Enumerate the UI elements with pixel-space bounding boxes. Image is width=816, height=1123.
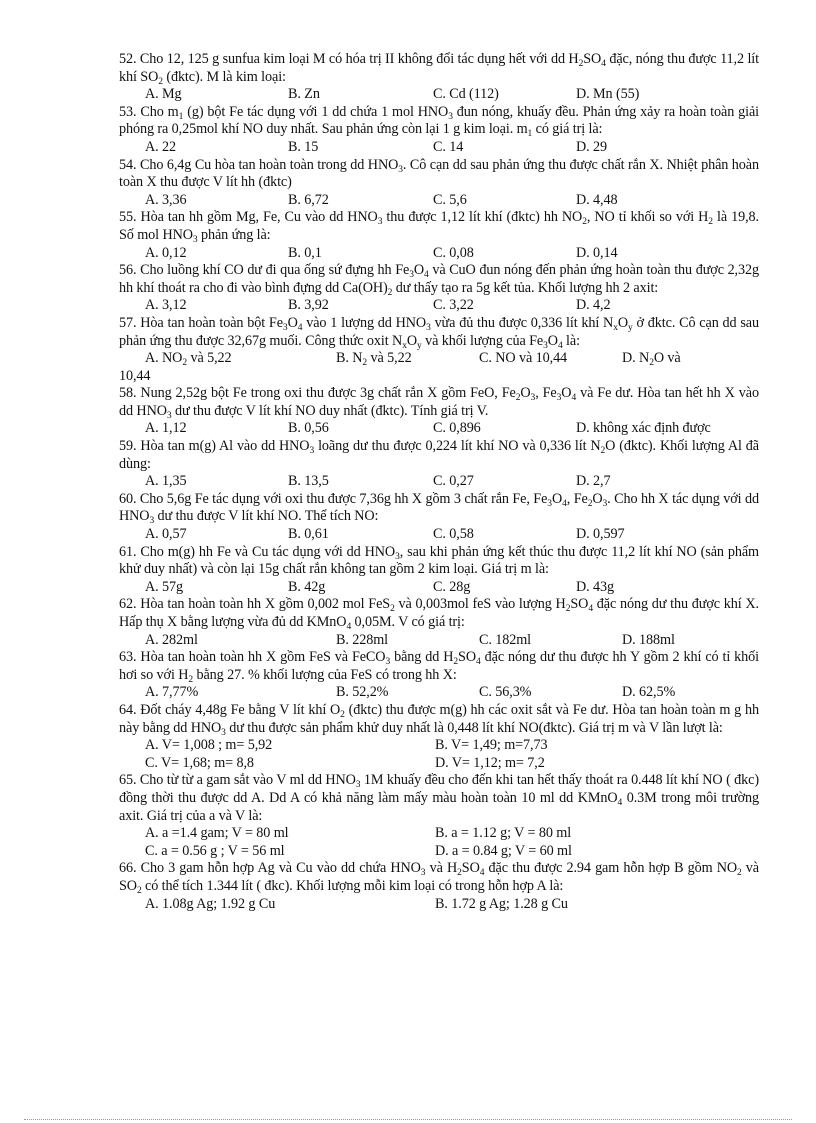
answer-option: D. 4,2 [576, 297, 611, 314]
answer-option: B. 0,1 [288, 244, 322, 261]
answer-option: A. 3,36 [145, 191, 187, 208]
answer-option: A. a =1.4 gam; V = 80 ml [145, 825, 289, 842]
answer-option: C. 0,08 [433, 244, 474, 261]
question-text: 53. Cho $m_1$ (g) bột Fe tác dụng với 1 dd chứa 1 mol $HNO_3$ đun nóng, khuấy đều. Phản ứng xảy ra hoàn toàn giải phóng ra 0,25mol khí NO duy nhất. Sau phản ứng còn lại 1 g kim loại. $m_1$ có giá trị là: [119, 103, 759, 140]
question-text: 57. Hòa tan hoàn toàn bột $Fe_3O_4$ vào 1 lượng dd $HNO_3$ vừa đủ thu được 0,336 lít khí $N_xO_y$ ở đktc. Cô cạn dd sau phản ứng thu được 32,67g muối. Công thức oxit $N_xO_y$ và khối lượng của $Fe_3O_4$ là: [119, 314, 759, 351]
answer-option: D. 188ml [622, 631, 675, 648]
answer-option: A. V= 1,008 ; m= 5,92 [145, 737, 273, 754]
answer-option: D. 0,14 [576, 244, 618, 261]
answer-option: A. 1,35 [145, 473, 187, 490]
question-text: 65. Cho từ từ a gam sắt vào V ml dd $HNO_3$ 1M khuấy đều cho đến khi tan hết thấy thoát ra 0.448 lít khí NO ( đkc) đồng thời thu được dd A. Dd A có khả năng làm mấy màu hoàn toàn 10 ml dd KMnO$_4$ 0.3M trong môi trường axit. Giá trị của a và V là: [119, 772, 759, 824]
answer-option: C. 28g [433, 578, 471, 595]
answer-options [119, 896, 759, 914]
answer-option: B. 3,92 [288, 297, 329, 314]
answer-option: D. Mn (55) [576, 86, 640, 103]
page-bottom-divider [24, 1119, 792, 1120]
question-text: 52. Cho 12, 125 g sunfua kim loại M có hóa trị II không đổi tác dụng hết với dd $H_2SO_4$ đặc, nóng thu được 11,2 lít khí $SO_2$ (đktc). M là kim loại: [119, 51, 759, 87]
answer-option: A. 0,57 [145, 526, 187, 543]
question-text: 61. Cho m(g) hh Fe và Cu tác dụng với dd $HNO_3$, sau khi phản ứng kết thúc thu được 11,2 lít khí NO (sản phẩm khử duy nhất) và còn lại 15g chất rắn không tan gồm 2 kim loại. Giá trị m là: [119, 543, 759, 578]
answer-option: A. Mg [145, 86, 182, 103]
answer-option: D. 29 [576, 138, 608, 155]
answer-option: C. Cd (112) [433, 86, 499, 103]
answer-options [119, 825, 759, 860]
question-text: 55. Hòa tan hh gồm Mg, Fe, Cu vào dd $HNO_3$ thu được 1,12 lít khí (đktc) hh $NO_2$, NO tỉ khối so với $H_2$ là 19,8. Số mol $HNO_3$ phản ứng là: [119, 209, 759, 245]
answer-options [119, 350, 759, 368]
answer-option: B. $N_2$ và 5,22 [336, 350, 412, 369]
question-text: 66. Cho 3 gam hỗn hợp Ag và Cu vào dd chứa $HNO_3$ và $H_2SO_4$ đặc thu được 2.94 gam hỗn hợp B gồm $NO_2$ và $SO_2$ có thể tích 1.344 lít ( đkc). Khối lượng mỗi kim loại có trong hỗn hợp A là: [119, 860, 760, 896]
answer-option: A. 7,77% [145, 684, 199, 701]
answer-option: D. a = 0.84 g; V = 60 ml [435, 842, 572, 859]
answer-option: A. 0,12 [145, 244, 187, 261]
answer-option: D. 4,48 [576, 191, 618, 208]
answer-option: B. 0,56 [288, 420, 329, 437]
question-text: 56. Cho luồng khí CO dư đi qua ống sứ đựng hh $Fe_3O_4$ và CuO đun nóng đến phản ứng hoàn toàn thu được 2,32g hh khí thoát ra cho đi vào bình đựng dd $Ca(OH)_2$ dư thấy tạo ra 5g kết tủa. Khối lượng hh 2 axit: [119, 262, 759, 298]
question-text: 62. Hòa tan hoàn toàn hh X gồm 0,002 mol FeS$_2$ và 0,003mol feS vào lượng $H_2SO_4$ đặc nóng dư thu được khí X. Hấp thụ X bằng lượng vừa đủ dd KMnO$_4$ 0,05M. V có giá trị: [119, 596, 759, 632]
answer-options [119, 526, 759, 544]
answer-option: D. 0,597 [576, 526, 625, 543]
answer-option: D. không xác định được [576, 420, 711, 437]
answer-option: B. 1.72 g Ag; 1.28 g Cu [435, 895, 568, 912]
answer-option: A. 57g [145, 578, 184, 595]
question-text: 54. Cho 6,4g Cu hòa tan hoàn toàn trong dd $HNO_3$. Cô cạn dd sau phản ứng thu được chất rắn X. Nhiệt phân hoàn toàn X thu được V lít hh (đktc) [119, 156, 759, 191]
answer-option: C. 0,896 [433, 420, 481, 437]
answer-options [119, 86, 759, 104]
answer-option: A. 22 [145, 138, 177, 155]
answer-option: D. $N_2O$ và [622, 350, 681, 369]
question-text: 60. Cho 5,6g Fe tác dụng với oxi thu được 7,36g hh X gồm 3 chất rắn Fe, $Fe_3O_4$, $Fe_2O_3$. Cho hh X tác dụng với dd $HNO_3$ dư thu được V lít khí NO. Thể tích NO: [119, 490, 759, 527]
answer-option: B. 15 [288, 138, 319, 155]
answer-option: C. 0,27 [433, 473, 474, 490]
question-text: 64. Đốt cháy 4,48g Fe bằng V lít khí $O_2$ (đktc) thu được m(g) hh các oxit sắt và Fe dư. Hòa tan hoàn toàn m g hh này bằng dd $HNO_3$ dư thu được sản phẩm khử duy nhất là 0,448 lít khí NO(đktc). Giá trị m và V lần lượt là: [119, 701, 759, 738]
answer-option-continuation: 10,44 [119, 367, 151, 384]
answer-options [119, 684, 759, 702]
answer-options [119, 632, 759, 650]
answer-option: B. 228ml [336, 631, 389, 648]
answer-option: B. 13,5 [288, 473, 329, 490]
answer-option: A. 1,12 [145, 420, 187, 437]
answer-option: C. 0,58 [433, 526, 474, 543]
answer-options [119, 737, 759, 772]
answer-option: A. 3,12 [145, 297, 187, 314]
answer-option: C. 56,3% [479, 684, 532, 701]
answer-option: D. 43g [576, 578, 615, 595]
answer-option: A. 282ml [145, 631, 198, 648]
answer-option: D. V= 1,12; m= 7,2 [435, 754, 545, 771]
question-text: 59. Hòa tan m(g) Al vào dd $HNO_3$ loãng dư thu được 0,224 lít khí NO và 0,336 lít $N_2O$ (đktc). Khối lượng Al đã dùng: [119, 438, 759, 472]
answer-option: A. 1.08g Ag; 1.92 g Cu [145, 895, 276, 912]
answer-option: D. 62,5% [622, 684, 676, 701]
question-text: 58. Nung 2,52g bột Fe trong oxi thu được 3g chất rắn X gồm FeO, $Fe_2O_3$, $Fe_3O_4$ và Fe dư. Hòa tan hết hh X vào dd $HNO_3$ dư thu được V lít khí NO duy nhất (đktc). Tính giá trị V. [119, 385, 759, 421]
answer-option: C. 14 [433, 138, 464, 155]
answer-option: B. Zn [288, 86, 320, 103]
answer-option: C. 3,22 [433, 297, 474, 314]
answer-option: B. 52,2% [336, 684, 389, 701]
answer-option: C. NO và 10,44 [479, 350, 568, 367]
question-text: 63. Hòa tan hoàn toàn hh X gồm FeS và FeCO$_3$ bằng dd $H_2SO_4$ đặc nóng dư thu được hh Y gồm 2 khí có tỉ khối hơi so với $H_2$ bằng 27. % khối lượng của FeS có trong hh X: [119, 649, 760, 685]
answer-option: C. V= 1,68; m= 8,8 [145, 754, 254, 771]
answer-options [119, 245, 759, 263]
answer-option: C. 182ml [479, 631, 532, 648]
answer-option: A. $NO_2$ và 5,22 [145, 350, 232, 369]
document-page [119, 51, 759, 913]
answer-option: B. 0,61 [288, 526, 329, 543]
answer-options [119, 297, 759, 315]
answer-options [119, 420, 759, 438]
answer-option: D. 2,7 [576, 473, 611, 490]
answer-options [119, 139, 759, 157]
answer-options [119, 192, 759, 210]
answer-options [119, 579, 759, 597]
answer-option: B. a = 1.12 g; V = 80 ml [435, 825, 572, 842]
answer-option: B. 6,72 [288, 191, 329, 208]
answer-option: C. a = 0.56 g ; V = 56 ml [145, 842, 285, 859]
answer-options [119, 473, 759, 491]
answer-option: B. V= 1,49; m=7,73 [435, 737, 548, 754]
answer-option: B. 42g [288, 578, 326, 595]
answer-option: C. 5,6 [433, 191, 467, 208]
